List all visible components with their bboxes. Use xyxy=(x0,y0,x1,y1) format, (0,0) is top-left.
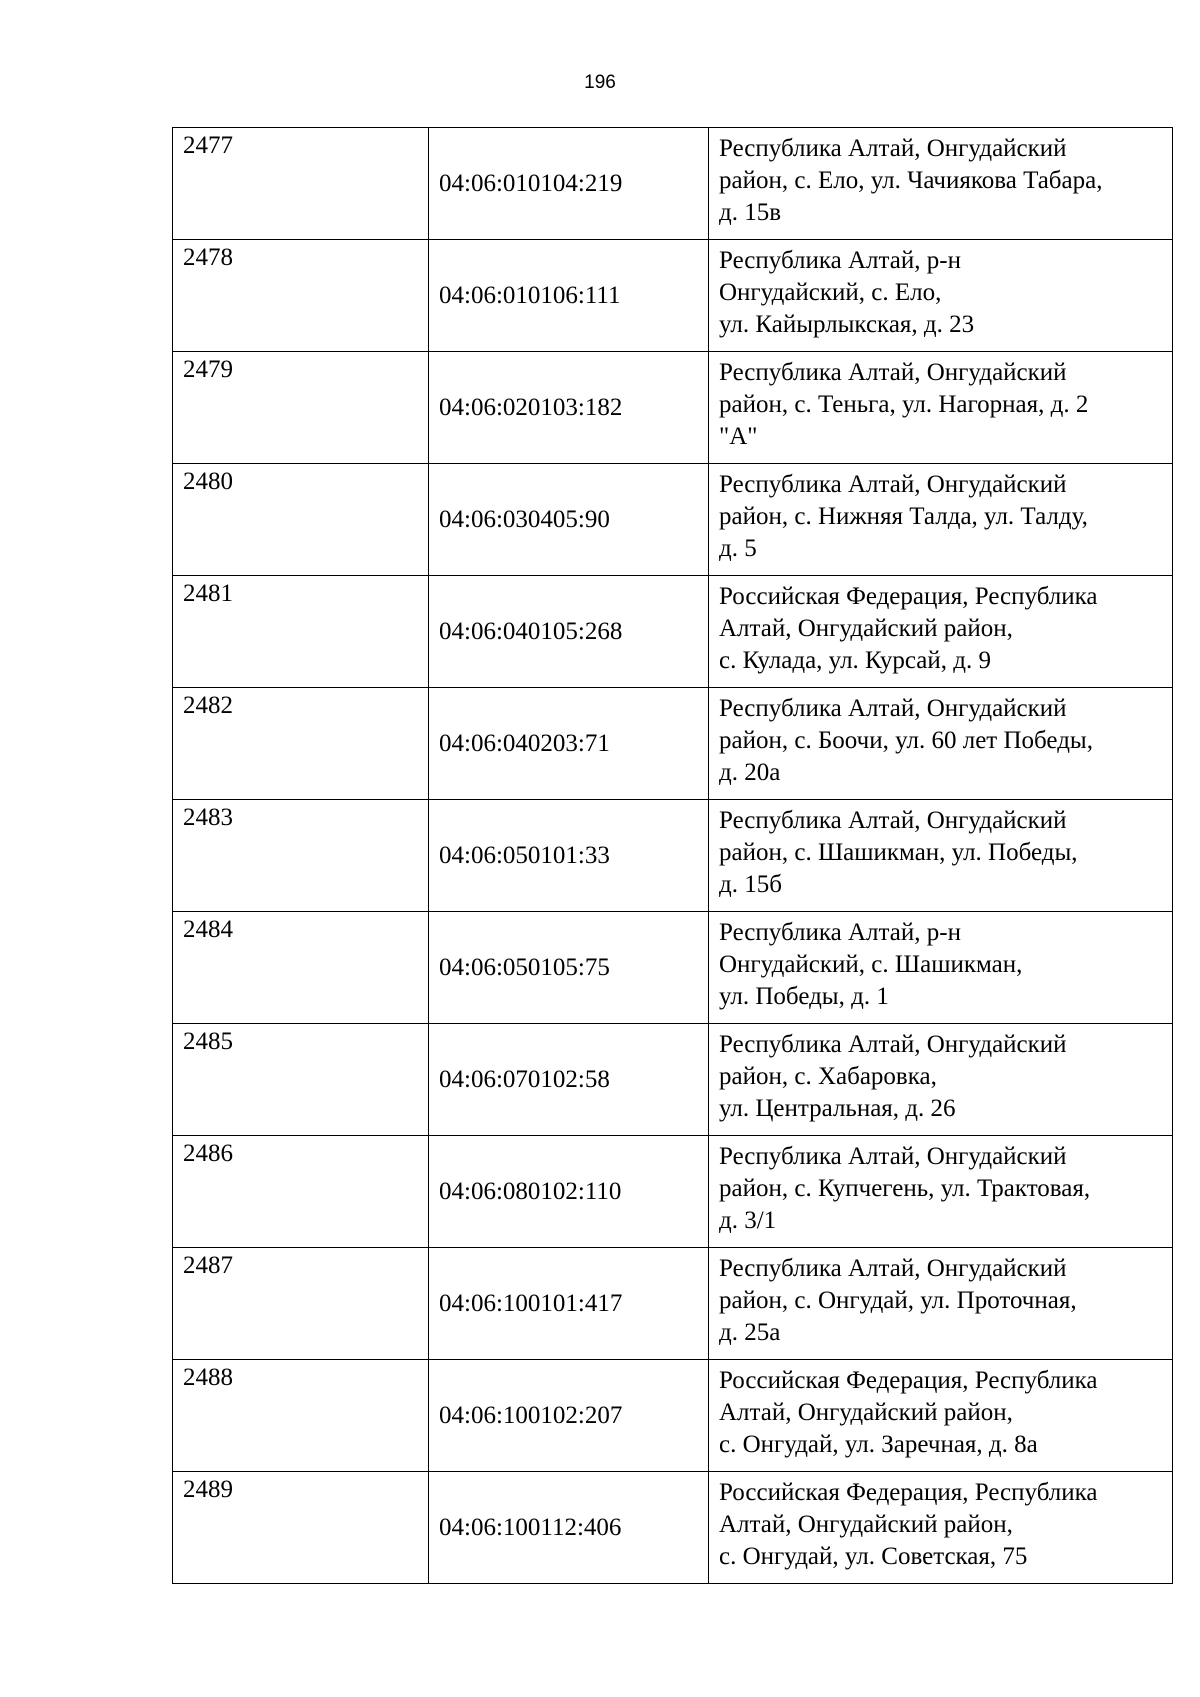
row-number: 2483 xyxy=(173,800,429,912)
cadastral-number: 04:06:100112:406 xyxy=(429,1472,709,1584)
table-row xyxy=(173,1024,1173,1136)
row-number: 2488 xyxy=(173,1360,429,1472)
table-row xyxy=(173,352,1173,464)
address: Республика Алтай, р-н Онгудайский, с. Ело, ул. Кайырлыкская, д. 23 xyxy=(709,240,1173,352)
row-number: 2487 xyxy=(173,1248,429,1360)
table-row xyxy=(173,464,1173,576)
cadastral-number: 04:06:020103:182 xyxy=(429,352,709,464)
address: Республика Алтай, Онгудайский район, с. Ело, ул. Чачиякова Табара, д. 15в xyxy=(709,128,1173,240)
address: Республика Алтай, Онгудайский район, с. Хабаровка, ул. Центральная, д. 26 xyxy=(709,1024,1173,1136)
address: Республика Алтай, Онгудайский район, с. Онгудай, ул. Проточная, д. 25а xyxy=(709,1248,1173,1360)
cadastral-number: 04:06:080102:110 xyxy=(429,1136,709,1248)
table-row xyxy=(173,240,1173,352)
cadastral-number: 04:06:040105:268 xyxy=(429,576,709,688)
row-number: 2484 xyxy=(173,912,429,1024)
page-number: 196 xyxy=(584,72,616,93)
table-row xyxy=(173,688,1173,800)
address: Республика Алтай, Онгудайский район, с. Теньга, ул. Нагорная, д. 2 "А" xyxy=(709,352,1173,464)
row-number: 2477 xyxy=(173,128,429,240)
cadastral-number: 04:06:050101:33 xyxy=(429,800,709,912)
property-table xyxy=(172,127,1173,1584)
table-row xyxy=(173,1360,1173,1472)
cadastral-number: 04:06:010104:219 xyxy=(429,128,709,240)
address: Республика Алтай, Онгудайский район, с. Шашикман, ул. Победы, д. 15б xyxy=(709,800,1173,912)
address: Российская Федерация, Республика Алтай, Онгудайский район, с. Онгудай, ул. Советская, 75 xyxy=(709,1472,1173,1584)
row-number: 2485 xyxy=(173,1024,429,1136)
address: Республика Алтай, Онгудайский район, с. Боочи, ул. 60 лет Победы, д. 20а xyxy=(709,688,1173,800)
address: Республика Алтай, р-н Онгудайский, с. Шашикман, ул. Победы, д. 1 xyxy=(709,912,1173,1024)
cadastral-number: 04:06:070102:58 xyxy=(429,1024,709,1136)
address: Российская Федерация, Республика Алтай, Онгудайский район, с. Онгудай, ул. Заречная, д. 8а xyxy=(709,1360,1173,1472)
row-number: 2486 xyxy=(173,1136,429,1248)
cadastral-number: 04:06:050105:75 xyxy=(429,912,709,1024)
row-number: 2479 xyxy=(173,352,429,464)
table-body xyxy=(173,128,1173,1584)
cadastral-number: 04:06:100101:417 xyxy=(429,1248,709,1360)
row-number: 2482 xyxy=(173,688,429,800)
cadastral-number: 04:06:040203:71 xyxy=(429,688,709,800)
table-row xyxy=(173,1472,1173,1584)
address: Республика Алтай, Онгудайский район, с. Купчегень, ул. Трактовая, д. 3/1 xyxy=(709,1136,1173,1248)
row-number: 2480 xyxy=(173,464,429,576)
cadastral-number: 04:06:030405:90 xyxy=(429,464,709,576)
table-row xyxy=(173,1248,1173,1360)
row-number: 2489 xyxy=(173,1472,429,1584)
address: Российская Федерация, Республика Алтай, Онгудайский район, с. Кулада, ул. Курсай, д. 9 xyxy=(709,576,1173,688)
cadastral-number: 04:06:100102:207 xyxy=(429,1360,709,1472)
cadastral-number: 04:06:010106:111 xyxy=(429,240,709,352)
table-row xyxy=(173,912,1173,1024)
address: Республика Алтай, Онгудайский район, с. Нижняя Талда, ул. Талду, д. 5 xyxy=(709,464,1173,576)
table-row xyxy=(173,128,1173,240)
table-row xyxy=(173,800,1173,912)
table-row xyxy=(173,576,1173,688)
table-row xyxy=(173,1136,1173,1248)
row-number: 2478 xyxy=(173,240,429,352)
row-number: 2481 xyxy=(173,576,429,688)
